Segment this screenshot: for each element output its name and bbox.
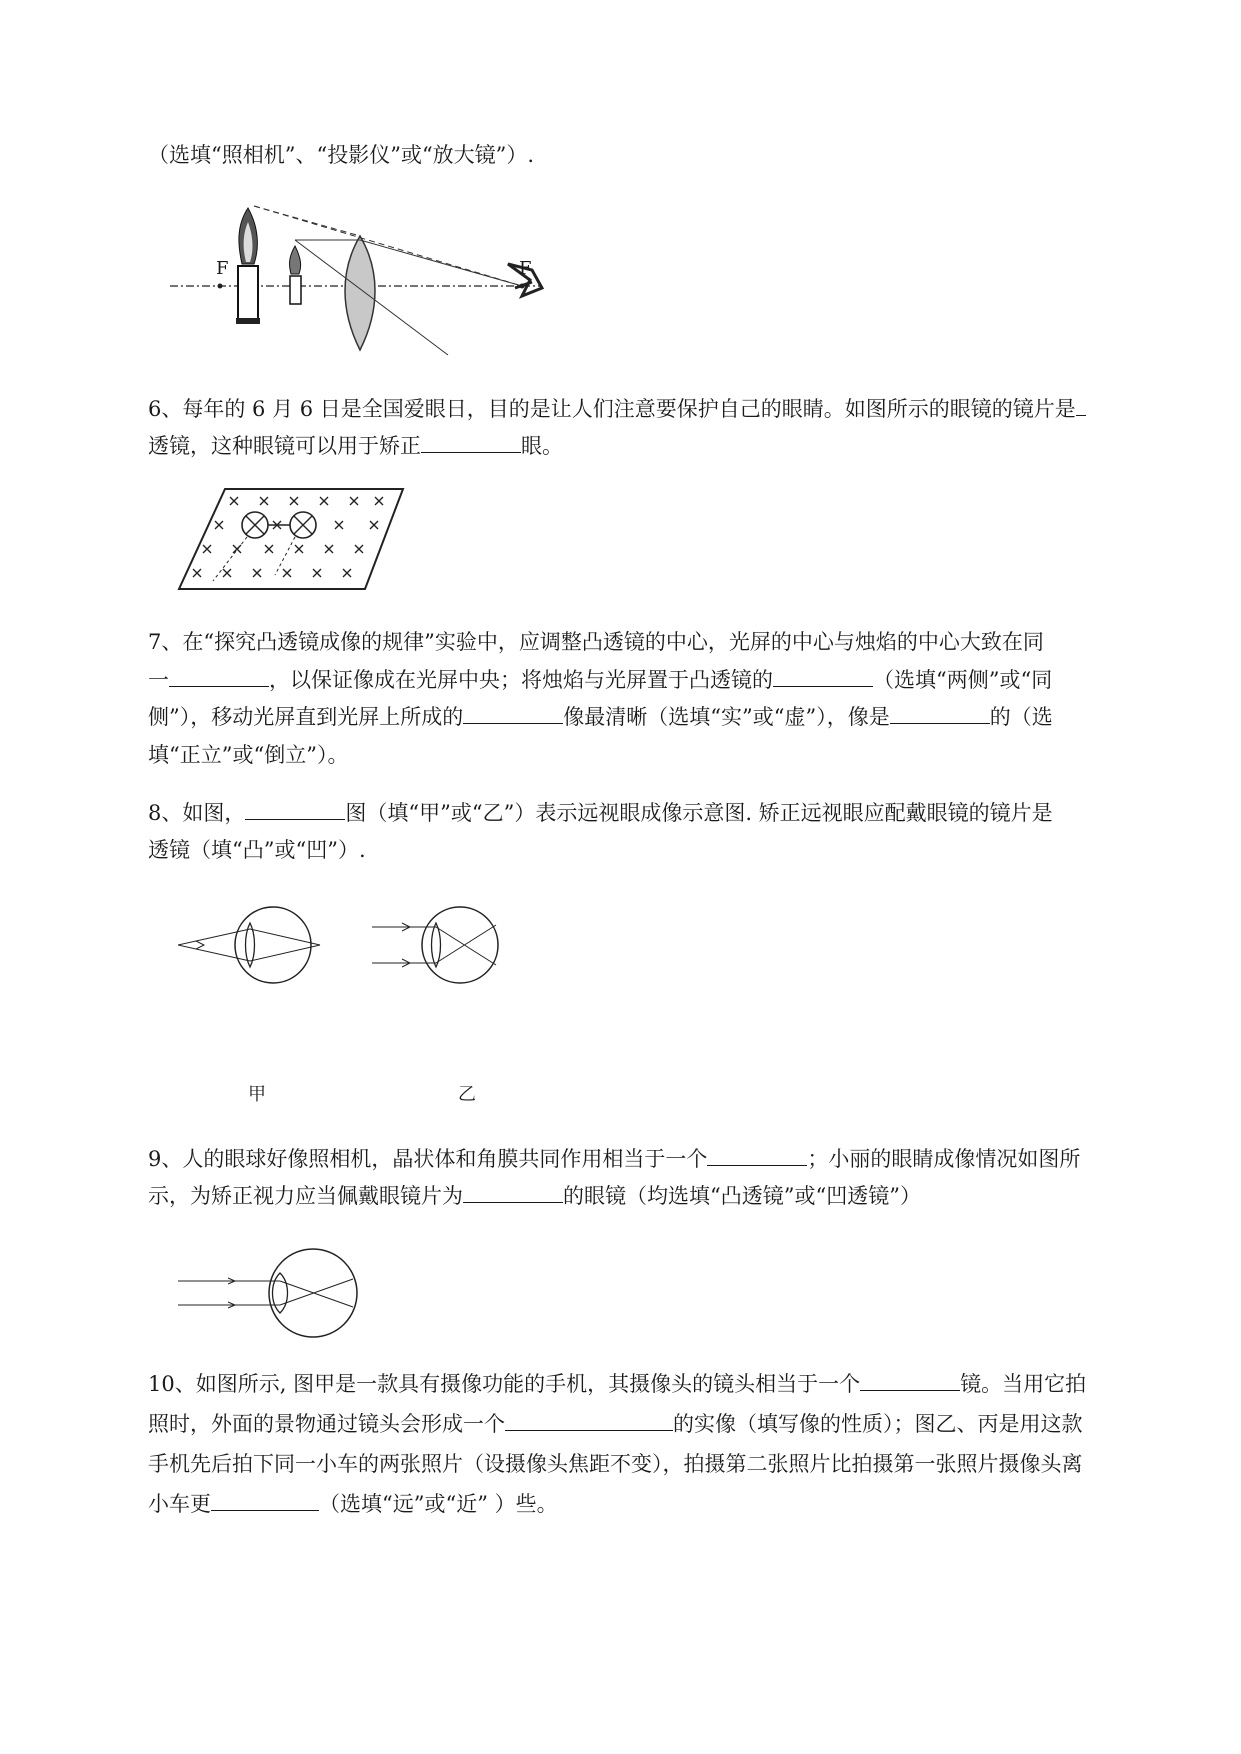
q10-blank-2[interactable]	[505, 1410, 673, 1431]
focal-point-label-right: F	[519, 258, 532, 279]
focal-point-label-left: F	[216, 258, 229, 279]
q6-text-line1: 6、每年的 6 月 6 日是全国爱眼日，目的是让人们注意要保护自己的眼睛。如图所示的眼镜的镜片是	[148, 395, 1086, 423]
q5-text-line1: （选填“照相机”、“投影仪”或“放大镜”）.	[148, 143, 535, 167]
q10-text-line4: 小车更 （选填“远”或“近” ）些。	[148, 1492, 558, 1516]
magnetic-field-diagram	[175, 485, 405, 595]
q9-text-line1: 9、人的眼球好像照相机，晶状体和角膜共同作用相当于一个 ；小丽的眼睛成像情况如图所	[148, 1147, 1081, 1171]
q10-text-line1: 10、如图所示, 图甲是一款具有摄像功能的手机，其摄像头的镜头相当于一个 镜。当用它拍	[148, 1372, 1087, 1396]
q10-blank-1[interactable]	[860, 1370, 960, 1391]
q8-text-line1: 8、如图， 图（填“甲”或“乙”）表示远视眼成像示意图. 矫正远视眼应配戴眼镜的镜片是	[148, 801, 1053, 825]
q8-blank-1[interactable]	[245, 799, 345, 820]
eye-diagram-yi	[372, 905, 512, 995]
candle-lens-diagram	[170, 200, 600, 370]
fig-label-jia: 甲	[248, 1084, 266, 1105]
q7-blank-3[interactable]	[463, 703, 563, 724]
q7-text-line3: 侧”），移动光屏直到光屏上所成的 像最清晰（选填“实”或“虚”），像是 的（选	[148, 705, 1053, 729]
q9-blank-1[interactable]	[707, 1145, 807, 1166]
q7-text-line2: 一 ，以保证像成在光屏中央；将烛焰与光屏置于凸透镜的 （选填“两侧”或“同	[148, 668, 1053, 692]
eye-diagram-jia	[178, 905, 338, 995]
q7-blank-1[interactable]	[169, 666, 269, 687]
q10-text-line2: 照时，外面的景物通过镜头会形成一个 的实像（填写像的性质）；图乙、丙是用这款	[148, 1412, 1083, 1436]
q7-text-line4: 填“正立”或“倒立”）。	[148, 743, 349, 767]
q6-text-line2: 透镜，这种眼镜可以用于矫正 眼。	[148, 434, 563, 458]
q6-blank-2[interactable]	[421, 432, 521, 453]
q9-blank-2[interactable]	[463, 1182, 563, 1203]
eye-diagram-xiaoli	[178, 1245, 368, 1345]
q7-text-line1: 7、在“探究凸透镜成像的规律”实验中，应调整凸透镜的中心，光屏的中心与烛焰的中心大致在同	[148, 630, 1044, 654]
q9-text-line2: 示，为矫正视力应当佩戴眼镜片为 的眼镜（均选填“凸透镜”或“凹透镜”）	[148, 1184, 921, 1208]
q7-blank-2[interactable]	[773, 666, 873, 687]
q10-blank-3[interactable]	[211, 1490, 319, 1511]
q10-text-line3: 手机先后拍下同一小车的两张照片（设摄像头焦距不变），拍摄第二张照片比拍摄第一张照片摄像头离	[148, 1452, 1083, 1476]
q8-text-line2: 透镜（填“凸”或“凹”）.	[148, 838, 366, 862]
q6-blank-1[interactable]	[1076, 395, 1086, 416]
q7-blank-4[interactable]	[890, 703, 990, 724]
fig-label-yi: 乙	[458, 1084, 476, 1105]
